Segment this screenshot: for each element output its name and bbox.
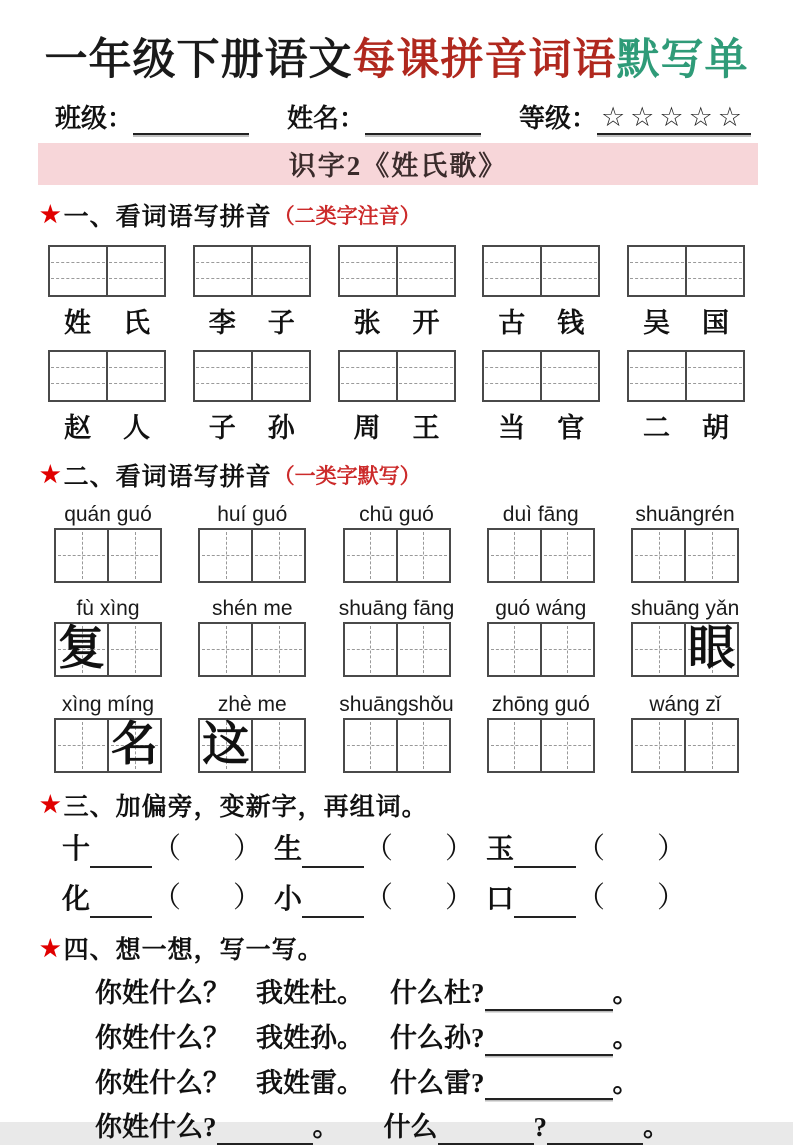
section1-note: （二类字注音）	[273, 203, 421, 228]
hanzi-prefill	[345, 530, 396, 581]
hanzi-prefill: 名	[111, 718, 158, 771]
tianzige-cell[interactable]	[396, 528, 451, 583]
section1-header	[40, 197, 793, 233]
pinyin-word-group	[44, 595, 172, 677]
star-icon: ★	[40, 462, 61, 488]
pinyin-cell[interactable]	[629, 247, 685, 295]
section2-header	[40, 457, 793, 493]
radical-exercise-item	[486, 880, 698, 918]
answer-blank[interactable]	[485, 1024, 613, 1056]
base-char: 小	[274, 883, 303, 915]
section3-row2	[62, 880, 793, 918]
hanzi-prefill	[633, 720, 684, 771]
section4-header	[40, 930, 793, 966]
hanzi-prefill	[542, 624, 593, 675]
grade-label: 等级：	[518, 103, 597, 133]
pinyin-cell[interactable]	[251, 247, 309, 295]
pinyin-word-group	[621, 595, 749, 677]
section2-row3	[44, 691, 749, 773]
hanzi: 李	[208, 307, 236, 338]
tianzige-pair	[487, 718, 595, 773]
pinyin-cell[interactable]	[685, 247, 743, 295]
lesson-banner	[38, 143, 758, 185]
word-group	[482, 350, 600, 445]
paren-open: （	[364, 882, 394, 915]
section2-note: （一类字默写）	[273, 463, 421, 488]
pinyin-word-group	[44, 501, 172, 583]
tianzige-cell[interactable]	[487, 718, 542, 773]
base-char: 化	[62, 883, 91, 915]
word-group	[627, 350, 745, 445]
question-text: 你姓什么？	[95, 1067, 230, 1098]
tianzige-cell[interactable]	[54, 528, 109, 583]
pinyin-label: zhōng guó	[491, 692, 590, 716]
tianzige-pair	[631, 528, 739, 583]
hanzi-prefill	[200, 624, 251, 675]
pinyin-word-group	[188, 595, 316, 677]
pinyin-label: duì fāng	[502, 502, 579, 526]
pinyin-cell[interactable]	[484, 352, 540, 400]
tianzige-cell[interactable]	[684, 622, 739, 677]
base-char: 生	[274, 834, 303, 866]
period-mark: 。	[312, 1112, 340, 1143]
pinyin-cell[interactable]	[396, 247, 454, 295]
tianzige-cell[interactable]	[631, 622, 686, 677]
lesson-banner-text: 识字2《姓氏歌》	[288, 151, 508, 182]
pinyin-writing-grid[interactable]	[482, 350, 600, 402]
pinyin-word-group	[477, 691, 605, 773]
tianzige-cell[interactable]	[198, 718, 253, 773]
base-char: 口	[486, 883, 515, 915]
answer-blank[interactable]	[90, 884, 152, 918]
answer-blank[interactable]	[514, 884, 576, 918]
tianzige-cell[interactable]	[107, 622, 162, 677]
grade-field	[519, 98, 751, 135]
section2-title: 二、看词语写拼音	[63, 463, 272, 491]
hanzi-prefill	[345, 720, 396, 771]
hanzi: 孙	[267, 412, 295, 443]
hanzi: 钱	[557, 307, 585, 338]
radical-exercise-item	[486, 831, 698, 869]
answer-text: 我姓孙。	[256, 1022, 364, 1053]
hanzi: 当	[498, 412, 526, 443]
hanzi-prefill	[253, 530, 304, 581]
pinyin-cell[interactable]	[50, 247, 106, 295]
pinyin-cell[interactable]	[685, 352, 743, 400]
followup-text: 什么杜?	[390, 978, 485, 1009]
answer-blank[interactable]	[302, 834, 364, 868]
paren-close: ）	[657, 882, 687, 915]
pinyin-word-group	[188, 501, 316, 583]
pinyin-label: xìng míng	[61, 692, 155, 716]
pinyin-label: quán guó	[64, 502, 152, 526]
pinyin-writing-grid[interactable]	[627, 245, 745, 297]
base-char: 玉	[486, 834, 515, 866]
pinyin-label: shén me	[211, 596, 293, 620]
answer-blank[interactable]	[438, 1113, 534, 1145]
tianzige-pair	[198, 718, 306, 773]
pinyin-label: wáng zǐ	[649, 692, 721, 716]
pinyin-cell[interactable]	[50, 352, 106, 400]
tianzige-cell[interactable]	[540, 718, 595, 773]
answer-blank[interactable]	[547, 1113, 643, 1145]
pinyin-writing-grid[interactable]	[193, 245, 311, 297]
paren-close: ）	[445, 882, 475, 915]
section4-line4	[95, 1111, 793, 1145]
hanzi: 王	[412, 412, 440, 443]
section4-line1	[95, 977, 793, 1011]
tianzige-pair	[343, 622, 451, 677]
tianzige-pair	[54, 718, 162, 773]
question-text: 你姓什么？	[95, 978, 230, 1009]
tianzige-pair	[54, 622, 162, 677]
hanzi-prefill	[253, 720, 304, 771]
title-part-green: 默写单	[616, 37, 749, 84]
hanzi-prefill	[200, 530, 251, 581]
paren-open: （	[152, 882, 182, 915]
title-part-black: 一年级下册语文	[44, 37, 353, 84]
section4-line2	[95, 1022, 793, 1056]
pinyin-cell[interactable]	[195, 247, 251, 295]
star-icon: ★	[40, 792, 61, 818]
word-label	[627, 301, 745, 340]
answer-blank[interactable]	[514, 834, 576, 868]
tianzige-cell[interactable]	[684, 718, 739, 773]
hanzi: 人	[123, 412, 150, 443]
pinyin-word-group	[621, 691, 749, 773]
pinyin-word-group	[333, 595, 461, 677]
pinyin-label: zhè me	[217, 692, 287, 716]
period-mark: 。	[612, 978, 640, 1009]
hanzi-prefill	[489, 530, 540, 581]
prompt-text: 什么	[383, 1112, 438, 1143]
hanzi: 赵	[64, 412, 91, 443]
tianzige-cell[interactable]	[631, 718, 686, 773]
tianzige-cell[interactable]	[487, 622, 542, 677]
paren-close: ）	[233, 882, 263, 915]
tianzige-cell[interactable]	[54, 622, 109, 677]
tianzige-cell[interactable]	[343, 622, 398, 677]
section1-row1	[48, 245, 745, 340]
pinyin-writing-grid[interactable]	[338, 350, 456, 402]
hanzi-prefill	[489, 624, 540, 675]
hanzi-prefill	[686, 530, 737, 581]
section2-row2	[44, 595, 749, 677]
word-label	[482, 406, 600, 445]
period-mark: 。	[612, 1022, 640, 1053]
tianzige-cell[interactable]	[198, 622, 253, 677]
hanzi-prefill	[109, 624, 160, 675]
word-label	[193, 406, 311, 445]
hanzi-prefill	[398, 720, 449, 771]
pinyin-cell[interactable]	[629, 352, 685, 400]
paren-close: ）	[657, 832, 687, 865]
answer-text: 我姓杜。	[256, 978, 364, 1009]
paren-close: ）	[445, 832, 475, 865]
tianzige-cell[interactable]	[396, 718, 451, 773]
hanzi: 周	[353, 412, 381, 443]
hanzi-prefill	[542, 530, 593, 581]
tianzige-pair	[631, 622, 739, 677]
hanzi-prefill	[686, 720, 737, 771]
pinyin-word-group	[44, 691, 172, 773]
answer-blank[interactable]	[485, 979, 613, 1011]
answer-blank[interactable]	[485, 1069, 613, 1101]
hanzi-prefill	[109, 530, 160, 581]
paren-open: （	[364, 832, 394, 865]
tianzige-pair	[343, 718, 451, 773]
word-label	[338, 301, 456, 340]
pinyin-word-group	[188, 691, 316, 773]
class-blank[interactable]	[133, 103, 249, 135]
title-part-red: 每课拼音词语	[352, 37, 617, 84]
question-text: 你姓什么?	[95, 1112, 217, 1143]
name-blank[interactable]	[365, 103, 481, 135]
hanzi: 子	[267, 307, 295, 338]
hanzi-prefill	[56, 530, 107, 581]
tianzige-cell[interactable]	[540, 622, 595, 677]
tianzige-cell[interactable]	[251, 718, 306, 773]
question-text: 你姓什么？	[95, 1022, 230, 1053]
paren-close: ）	[233, 832, 263, 865]
pinyin-writing-grid[interactable]	[482, 245, 600, 297]
hanzi: 张	[353, 307, 381, 338]
base-char: 十	[62, 834, 91, 866]
period-mark: 。	[612, 1067, 640, 1098]
pinyin-label: chū guó	[359, 502, 434, 526]
section2-row1	[44, 501, 749, 583]
pinyin-word-group	[477, 501, 605, 583]
word-group	[338, 245, 456, 340]
hanzi: 古	[498, 307, 526, 338]
hanzi: 二	[643, 412, 670, 443]
tianzige-cell[interactable]	[540, 528, 595, 583]
hanzi: 吴	[643, 307, 670, 338]
tianzige-pair	[343, 528, 451, 583]
hanzi: 姓	[64, 307, 91, 338]
pinyin-word-group	[333, 691, 461, 773]
word-group	[193, 245, 311, 340]
tianzige-cell[interactable]	[343, 718, 398, 773]
page-title	[0, 0, 793, 88]
section3-header	[40, 787, 793, 823]
section1-title: 一、看词语写拼音	[63, 203, 272, 231]
hanzi-prefill: 复	[58, 622, 105, 675]
tianzige-pair	[198, 622, 306, 677]
word-group	[48, 245, 166, 340]
tianzige-pair	[487, 528, 595, 583]
tianzige-cell[interactable]	[251, 528, 306, 583]
pinyin-writing-grid[interactable]	[627, 350, 745, 402]
name-label: 姓名：	[286, 103, 365, 133]
word-label	[193, 301, 311, 340]
tianzige-cell[interactable]	[54, 718, 109, 773]
pinyin-label: shuāngrén	[635, 502, 735, 526]
word-label	[627, 406, 745, 445]
hanzi-prefill	[542, 720, 593, 771]
hanzi-prefill: 这	[202, 718, 250, 771]
section4-line3	[95, 1067, 793, 1101]
tianzige-pair	[198, 528, 306, 583]
pinyin-writing-grid[interactable]	[338, 245, 456, 297]
word-group	[627, 245, 745, 340]
hanzi-prefill	[398, 624, 449, 675]
class-field	[55, 98, 249, 135]
question-mark: ?	[533, 1112, 547, 1143]
tianzige-cell[interactable]	[631, 528, 686, 583]
radical-exercise-item	[62, 831, 274, 869]
pinyin-label: shuāngshǒu	[339, 692, 454, 716]
pinyin-cell[interactable]	[396, 352, 454, 400]
tianzige-cell[interactable]	[396, 622, 451, 677]
answer-blank[interactable]	[302, 884, 364, 918]
word-group	[338, 350, 456, 445]
paren-open: （	[576, 882, 606, 915]
pinyin-label: shuāng yǎn	[630, 596, 740, 620]
word-label	[482, 301, 600, 340]
answer-text: 我姓雷。	[256, 1067, 364, 1098]
tianzige-cell[interactable]	[198, 528, 253, 583]
hanzi: 氏	[123, 307, 150, 338]
paren-open: （	[576, 832, 606, 865]
answer-blank[interactable]	[90, 834, 152, 868]
pinyin-cell[interactable]	[340, 352, 396, 400]
section3-row1	[62, 831, 793, 869]
tianzige-pair	[487, 622, 595, 677]
class-label: 班级：	[55, 103, 134, 133]
pinyin-cell[interactable]	[251, 352, 309, 400]
paren-open: （	[152, 832, 182, 865]
section1-row2	[48, 350, 745, 445]
rating-stars[interactable]: ☆☆☆☆☆	[597, 101, 751, 135]
word-label	[338, 406, 456, 445]
tianzige-cell[interactable]	[107, 528, 162, 583]
tianzige-pair	[631, 718, 739, 773]
period-mark: 。	[643, 1112, 670, 1143]
pinyin-word-group	[333, 501, 461, 583]
section3-title: 三、加偏旁，变新字，再组词。	[63, 793, 428, 821]
star-icon: ★	[40, 935, 61, 961]
pinyin-writing-grid[interactable]	[48, 350, 166, 402]
tianzige-cell[interactable]	[684, 528, 739, 583]
name-field	[287, 98, 481, 135]
answer-blank[interactable]	[217, 1113, 313, 1145]
word-group	[193, 350, 311, 445]
hanzi: 官	[557, 412, 585, 443]
radical-exercise-item	[274, 880, 486, 918]
followup-text: 什么雷?	[390, 1067, 485, 1098]
hanzi-prefill	[633, 624, 684, 675]
tianzige-cell[interactable]	[107, 718, 162, 773]
pinyin-cell[interactable]	[106, 352, 164, 400]
tianzige-cell[interactable]	[343, 528, 398, 583]
followup-text: 什么孙?	[390, 1022, 485, 1053]
pinyin-cell[interactable]	[540, 352, 598, 400]
pinyin-cell[interactable]	[106, 247, 164, 295]
hanzi-prefill	[489, 720, 540, 771]
hanzi-prefill	[56, 720, 107, 771]
pinyin-cell[interactable]	[195, 352, 251, 400]
tianzige-pair	[54, 528, 162, 583]
word-label	[48, 406, 166, 445]
pinyin-writing-grid[interactable]	[193, 350, 311, 402]
word-label	[48, 301, 166, 340]
tianzige-cell[interactable]	[487, 528, 542, 583]
pinyin-cell[interactable]	[540, 247, 598, 295]
section4-title: 四、想一想，写一写。	[63, 937, 324, 965]
word-group	[48, 350, 166, 445]
word-group	[482, 245, 600, 340]
hanzi-prefill	[633, 530, 684, 581]
hanzi: 开	[412, 307, 440, 338]
tianzige-cell[interactable]	[251, 622, 306, 677]
hanzi-prefill	[345, 624, 396, 675]
pinyin-label: fù xìng	[76, 596, 140, 620]
hanzi-prefill	[398, 530, 449, 581]
pinyin-cell[interactable]	[340, 247, 396, 295]
hanzi: 胡	[702, 412, 729, 443]
radical-exercise-item	[62, 880, 274, 918]
pinyin-word-group	[477, 595, 605, 677]
pinyin-word-group	[621, 501, 749, 583]
pinyin-label: shuāng fāng	[338, 596, 455, 620]
hanzi-prefill: 眼	[688, 622, 735, 675]
hanzi: 国	[702, 307, 729, 338]
pinyin-label: huí guó	[217, 502, 288, 526]
pinyin-label: guó wáng	[495, 596, 587, 620]
pinyin-cell[interactable]	[484, 247, 540, 295]
pinyin-writing-grid[interactable]	[48, 245, 166, 297]
hanzi: 子	[208, 412, 236, 443]
info-bar	[55, 98, 751, 135]
radical-exercise-item	[274, 831, 486, 869]
hanzi-prefill	[253, 624, 304, 675]
star-icon: ★	[40, 202, 61, 228]
